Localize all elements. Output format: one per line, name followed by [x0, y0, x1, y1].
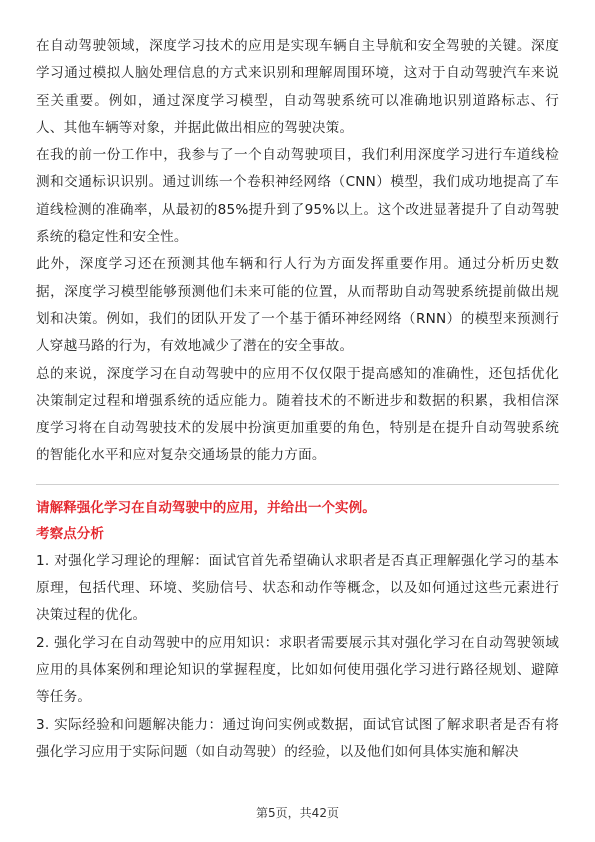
analysis-item-3: 3. 实际经验和问题解决能力：通过询问实例或数据，面试官试图了解求职者是否有将强化学习应用于实际问题（如自动驾驶）的经验，以及他们如何具体实施和解决	[36, 716, 559, 760]
analysis-heading: 考察点分析	[36, 525, 104, 542]
answer-paragraph-1: 在自动驾驶领域，深度学习技术的应用是实现车辆自主导航和安全驾驶的关键。深度学习通过模拟人脑处理信息的方式来识别和理解周围环境，这对于自动驾驶汽车来说至关重要。例如，通过深度学习模型，自动驾驶系统可以准确地识别道路标志、行人、其他车辆等对象，并据此做出相应的驾驶决策。	[36, 38, 559, 136]
section-divider	[36, 484, 559, 485]
page-number-footer: 第5页，共42页	[256, 806, 339, 820]
analysis-item-1: 1. 对强化学习理论的理解：面试官首先希望确认求职者是否真正理解强化学习的基本原理，包括代理、环境、奖励信号、状态和动作等概念，以及如何通过这些元素进行决策过程的优化。	[36, 552, 559, 624]
answer-paragraph-4: 总的来说，深度学习在自动驾驶中的应用不仅仅限于提高感知的准确性，还包括优化决策制定过程和增强系统的适应能力。随着技术的不断进步和数据的积累，我相信深度学习将在自动驾驶技术的发展中扮演更加重要的角色，特别是在提升自动驾驶系统的智能化水平和应对复杂交通场景的能力方面。	[36, 365, 559, 464]
answer-paragraph-2: 在我的前一份工作中，我参与了一个自动驾驶项目，我们利用深度学习进行车道线检测和交通标识识别。通过训练一个卷积神经网络（CNN）模型，我们成功地提高了车道线检测的准确率，从最初的85%提升到了95%以上。这个改进显著提升了自动驾驶系统的稳定性和安全性。	[36, 147, 559, 246]
answer-paragraph-3: 此外，深度学习还在预测其他车辆和行人行为方面发挥重要作用。通过分析历史数据，深度学习模型能够预测他们未来可能的位置，从而帮助自动驾驶系统提前做出规划和决策。例如，我们的团队开发了一个基于循环神经网络（RNN）的模型来预测行人穿越马路的行为，有效地减少了潜在的安全事故。	[36, 256, 559, 355]
question-title: 请解释强化学习在自动驾驶中的应用，并给出一个实例。	[36, 499, 376, 516]
page-content	[36, 33, 559, 766]
analysis-item-2: 2. 强化学习在自动驾驶中的应用知识：求职者需要展示其对强化学习在自动驾驶领域应用的具体案例和理论知识的掌握程度，比如如何使用强化学习进行路径规划、避障等任务。	[36, 634, 559, 706]
